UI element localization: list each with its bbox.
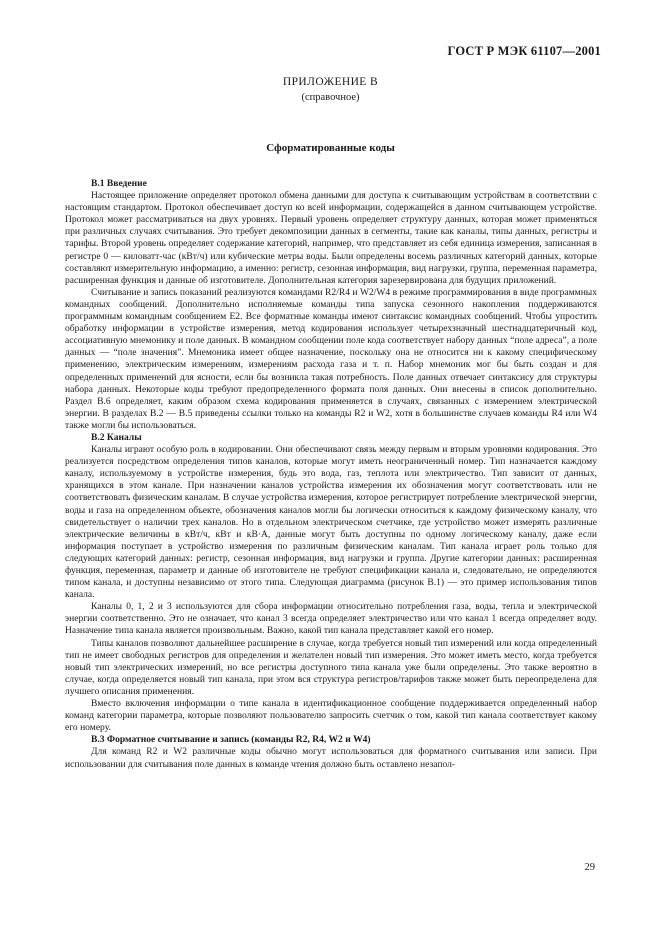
- document-title: Сформатированные коды: [266, 142, 395, 154]
- paragraph: Для команд R2 и W2 различные коды обычно могут использоваться для форматного считывания или записи. При использовании для считывания поле данных в команде чтения должно быть оставлено незапол-: [65, 746, 597, 770]
- page-number: 29: [584, 862, 595, 873]
- paragraph: Вместо включения информации о типе канала в идентификационное сообщение поддерживается определенный набор команд категории параметра, которые позволяют пользователю запросить счетчик о том, какой тип канала соответствует какому его номеру.: [65, 698, 597, 734]
- appendix-subtitle: (справочное): [301, 92, 360, 103]
- section-heading-b1: В.1 Введение: [91, 178, 147, 189]
- body-text: [65, 178, 597, 771]
- paragraph: Считывание и запись показаний реализуются командами R2/R4 и W2/W4 в режиме программирования в виде программных командных сообщений. Дополнительно исполняемые команды типа запуска сезонного накопления поддерживаются программным командным сообщением Е2. Все форматные команды имеют синтаксис командных сообщений. Чтобы упростить обработку информации в устройстве измерения, метод кодирования использует четырехзначный шестнадцатеричный код, ассоциативную мнемонику и поле данных. В командном сообщении поле кода соответствует набору данных “поле адреса”, а поле данных — “поле значения”. Мнемоника имеет общее назначение, поскольку она не относится ни к какому специфическому применению, электрическим измерениям, измерениям расхода газа и т. п. Набор мнемоник мог бы быть создан и для определенных применений для ясности, если бы возникла такая потребность. Поле данных отвечает синтаксису для структуры набора данных. Некоторые коды требуют предопределенного формата поля данных. Они внесены в список дополнительно. Раздел В.6 определяет, каким образом схема кодирования применяется в случаях, связанных с измерением электрической энергии. В разделах В.2 — В.5 приведены ссылки только на команды R2 и W2, хотя в большинстве случаев команды R4 или W4 также могли бы использоваться.: [65, 286, 597, 431]
- section-heading-b3: В.3 Форматное считывание и запись (команды R2, R4, W2 и W4): [91, 734, 371, 746]
- paragraph: Типы каналов позволяют дальнейшее расширение в случае, когда требуется новый тип измерений или когда определенный тип не имеет свободных регистров для определения и желателен новый тип измерения. Это может иметь место, когда требуется новый тип электрических измерений, но все регистры доступного типа канала уже были определены. Это также вероятно в случае, когда определяется новый тип канала, при этом вся структура регистров/тарифов также может быть переопределена для лучшего описания применения.: [65, 637, 597, 697]
- paragraph: Настоящее приложение определяет протокол обмена данными для доступа к считывающим устройствам в соответствии с настоящим стандартом. Протокол обеспечивает доступ ко всей информации, содержащейся в данном считывающем устройстве. Протокол может рассматриваться на двух уровнях. Первый уровень определяет структуру данных, которая может применяться при различных случаях считывания. Это требует декомпозиции данных в сегменты, такие как каналы, типы данных, регистры и тарифы. Второй уровень определяет содержание категорий, например, что представляет из себя единица измерения, записанная в регистре 0 — киловатт-час (кВт/ч) или кубические метры воды. Были определены восемь различных категорий данных, которые составляют измерительную информацию, а именно: регистр, сезонная информация, вид нагрузки, группа, переменная параметра, расширенная функция и данные об изготовителе. Дополнительная категория зарезервирована для будущих приложений.: [65, 190, 597, 286]
- paragraph: Каналы 0, 1, 2 и 3 используются для сбора информации относительно потребления газа, воды, тепла и электрической энергии соответственно. Это не означает, что канал 3 всегда определяет электричество или что канал 1 всегда определяет воду. Назначение типа канала является произвольным. Важно, какой тип канала представляет какой его номер.: [65, 601, 597, 637]
- appendix-title: ПРИЛОЖЕНИЕ В: [282, 76, 379, 88]
- standard-header: ГОСТ Р МЭК 61107—2001: [447, 44, 601, 58]
- section-heading-b2: В.2 Каналы: [91, 431, 142, 443]
- paragraph: Каналы играют особую роль в кодировании. Они обеспечивают связь между первым и вторым уровнями кодирования. Это реализуется посредством определения типов каналов, которые могут иметь неограниченный номер. Тип назначается каждому каналу, используемому в устройстве измерения, будь это вода, газ, теплота или электричество. Тип зависит от данных, хранящихся в этом канале. При назначении каналов устройства измерения их обозначения могут соответствовать или не соответствовать физическим каналам. В случае устройства измерения, которое регистрирует потребление электрической энергии, воды и газа на определенном объекте, обозначения каналов могли бы логически относиться к каждому физическому каналу, что свидетельствует о наличии трех каналов. Но в отдельном электрическом счетчике, где устройство может измерять различные электрические величины в кВт/ч, кВт и кВ·А, данные могут быть доступны по одному логическому каналу, даже если информация поступает в устройство измерения по различным физическим каналам. Тип канала играет роль только для следующих категорий данных: регистр, сезонная информация, вид нагрузки и группа. Другие категории данных: расширенная функция, переменная, параметр и данные об изготовителе не требуют спецификации канала и, следовательно, не определяются типом канала, и доступны независимо от этого типа. Следующая диаграмма (рисунок В.1) — это пример использования типов канала.: [65, 444, 597, 601]
